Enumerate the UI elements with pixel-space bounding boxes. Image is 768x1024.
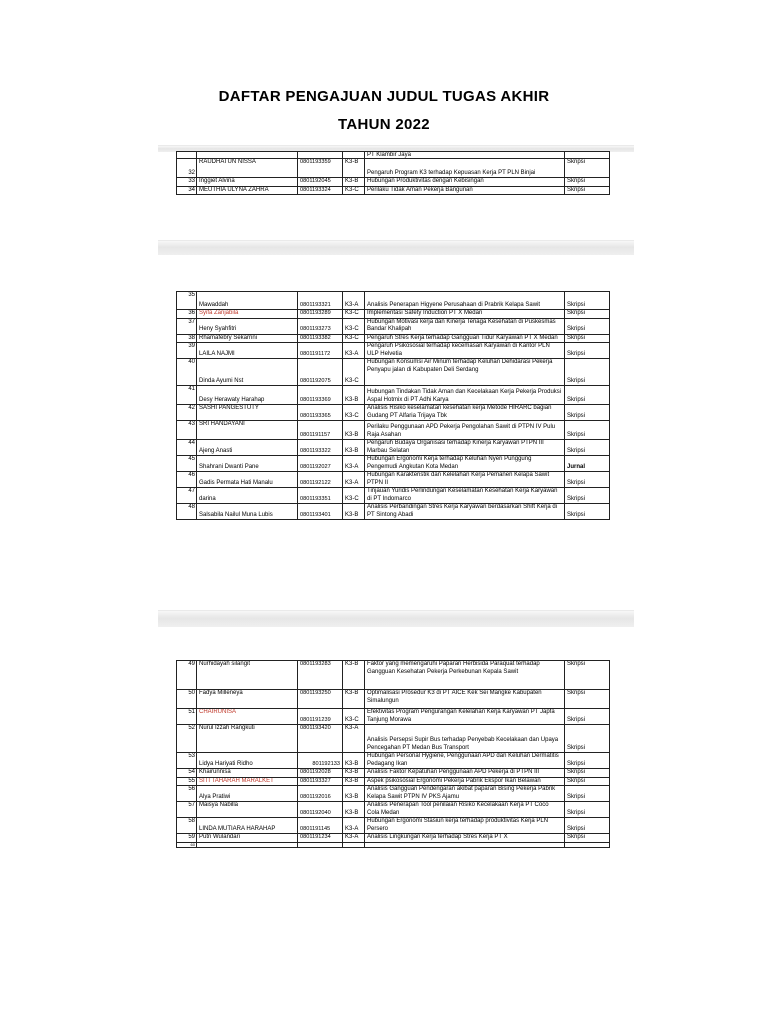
title-cell: Hubungan Tindakan Tidak Aman dan Kecelakaan Kerja Pekerja Produksi Aspal Hotmix di PT Adhi Karya [365, 386, 565, 405]
name-cell: Maisya Nabilla [197, 802, 298, 818]
title-cell: Pengaruh Budaya Organisasi terhadap Kinerja Karyawan PTPN III Marbau Selatan [365, 440, 565, 456]
title-cell: Pengaruh Stres Kerja terhadap Gangguan Tidur Karyawan PT X Medan [365, 334, 565, 343]
class-cell: K3-A [343, 834, 365, 843]
title-cell: PT Klambir Jaya [365, 152, 565, 159]
table-row [177, 769, 610, 778]
class-cell: K3-C [343, 488, 365, 504]
nim-cell: 0801192045 [298, 178, 343, 187]
name-cell [197, 842, 298, 847]
name-cell: SRI HANDAYANI [197, 421, 298, 440]
class-cell: K3-B [343, 661, 365, 690]
title-cell: Optimalisasi Prosedur K3 di PT AICE Kek Sei Mangke Kabupaten Simalungun [365, 690, 565, 709]
type-cell: Skripsi [565, 818, 610, 834]
table-row-continuation [177, 152, 610, 159]
table-row [177, 359, 610, 386]
table-row [177, 690, 610, 709]
class-cell: K3-C [343, 359, 365, 386]
name-cell: Putri Wulandari [197, 834, 298, 843]
type-cell: Skripsi [565, 186, 610, 195]
title-cell: Analisis Faktor Kepatuhan Penggunaan APD Pekerja di PTPN III [365, 769, 565, 778]
number-cell: 38 [177, 334, 197, 343]
table-row [177, 386, 610, 405]
number-cell: 36 [177, 310, 197, 319]
title-cell: Analisis Penerapan Tool penilaian Risiko Kecelakaan Kerja PT Coco Cola Medan [365, 802, 565, 818]
table-row [177, 472, 610, 488]
nim-cell: 0801191145 [298, 818, 343, 834]
title-cell: Faktor yang memengaruhi Paparan Herbisida Paraquat terhadap Gangguan Kesehatan Pekerja Perkebunan Kepala Sawit [365, 661, 565, 690]
number-cell: 50 [177, 690, 197, 709]
page-break [158, 610, 634, 627]
nim-cell: 0801192075 [298, 359, 343, 386]
nim-cell: 0801193322 [298, 440, 343, 456]
table-row [177, 159, 610, 178]
number-cell: 41 [177, 386, 197, 405]
name-cell: SASHI PANGESTUTY [197, 405, 298, 421]
title-cell: Hubungan Ergonomi Stasiun kerja terhadap produktivitas Kerja PLN Persero [365, 818, 565, 834]
number-cell: 49 [177, 661, 197, 690]
table-row [177, 786, 610, 802]
nim-cell: 0801193321 [298, 292, 343, 310]
name-cell: LINDA MUTIARA HARAHAP [197, 818, 298, 834]
name-cell: RAUDHATUN NISSA [197, 159, 298, 178]
type-cell: Skripsi [565, 159, 610, 178]
number-cell: 37 [177, 318, 197, 334]
table-row [177, 725, 610, 753]
table-row [177, 310, 610, 319]
type-cell: Skripsi [565, 786, 610, 802]
class-cell: K3-B [343, 421, 365, 440]
table-row [177, 709, 610, 725]
title-cell: Hubungan Produktivitas dengan Kebisingan [365, 178, 565, 187]
table-row [177, 753, 610, 769]
type-cell: Skripsi [565, 472, 610, 488]
type-cell: Skripsi [565, 661, 610, 690]
number-cell: 54 [177, 769, 197, 778]
title-cell: Perilaku Tidak Aman Pekerja Bangunan [365, 186, 565, 195]
nim-cell: 0801193324 [298, 186, 343, 195]
number-cell: 43 [177, 421, 197, 440]
table-row [177, 178, 610, 187]
number-cell: 55 [177, 777, 197, 786]
class-cell: K3-A [343, 818, 365, 834]
name-cell: Nurul Izzah Rangkuti [197, 725, 298, 753]
type-cell: Skripsi [565, 440, 610, 456]
table-row [177, 292, 610, 310]
table-row [177, 456, 610, 472]
title-cell: Efektivitas Program Pengurangan Kelelahan Kerja Karyawan PT Japfa Tanjung Morawa [365, 709, 565, 725]
type-cell: Skripsi [565, 802, 610, 818]
table-row [177, 842, 610, 847]
table-row [177, 504, 610, 520]
submission-table-2 [176, 291, 610, 520]
class-cell: K3-B [343, 753, 365, 769]
type-cell [565, 842, 610, 847]
class-cell: K3-B [343, 690, 365, 709]
class-cell: K3-A [343, 472, 365, 488]
class-cell: K3-B [343, 440, 365, 456]
name-cell: Heny Syahfitri [197, 318, 298, 334]
type-cell: Skripsi [565, 359, 610, 386]
nim-cell: 0801193327 [298, 777, 343, 786]
name-cell: Mawaddah [197, 292, 298, 310]
title-cell: Hubungan Konsumsi Air Minum terhadap Keluhan Dehidarasi Pekerja Penyapu jalan di Kabupaten Deli Serdang [365, 359, 565, 386]
submission-table-3 [176, 660, 610, 848]
nim-cell: 0801192027 [298, 456, 343, 472]
type-cell: Skripsi [565, 769, 610, 778]
name-cell: MEUTHIA ULYNA ZAHRA [197, 186, 298, 195]
class-cell [343, 842, 365, 847]
number-cell: 57 [177, 802, 197, 818]
title-cell: Perilaku Penggunaan APD Pekerja Pengolahan Sawit di PTPN IV Pulu Raja Asahan [365, 421, 565, 440]
type-cell: Skripsi [565, 343, 610, 359]
number-cell: 32 [177, 159, 197, 178]
title-cell: Analisis Penerapan Higyene Perusahaan di Prabrik Kelapa Sawit [365, 292, 565, 310]
nim-cell: 0801193250 [298, 690, 343, 709]
title-cell: Hubungan Karakteristik dan Kelelahan Kerja Pemanen Kelapa Sawit PTPN II [365, 472, 565, 488]
document-title: DAFTAR PENGAJUAN JUDUL TUGAS AKHIR [218, 88, 550, 105]
type-cell: Skripsi [565, 834, 610, 843]
name-cell: Inggiet Alvina [197, 178, 298, 187]
table-row [177, 405, 610, 421]
number-cell: 44 [177, 440, 197, 456]
type-cell: Skripsi [565, 318, 610, 334]
table-row [177, 186, 610, 195]
nim-cell: 0801191157 [298, 421, 343, 440]
nim-cell: 0801193365 [298, 405, 343, 421]
class-cell: K3-B [343, 769, 365, 778]
class-cell: K3-B [343, 777, 365, 786]
name-cell: Salsabila Nailul Muna Lubis [197, 504, 298, 520]
table-row [177, 488, 610, 504]
title-cell: Analisis Persepsi Supir Bus terhadap Penyebab Kecelakaan dan Upaya Pencegahan PT Medan Bus Transport [365, 725, 565, 753]
type-cell: Skripsi [565, 178, 610, 187]
class-cell: K3-C [343, 318, 365, 334]
title-cell: Analisis Perbandingan Stres Kerja Karyawan berdasarkan Shift Kerja di PT Sintong Abadi [365, 504, 565, 520]
number-cell: 45 [177, 456, 197, 472]
class-cell: K3-B [343, 386, 365, 405]
title-cell: Analisis Lingkungan Kerja terhadap Stres Kerja PT X [365, 834, 565, 843]
name-cell: Dinda Ayumi Nst [197, 359, 298, 386]
name-cell: LAILA NAJMI [197, 343, 298, 359]
name-cell: Rhamafebry Sekarrini [197, 334, 298, 343]
page-break [158, 240, 634, 255]
name-cell: Fadya Milleneya [197, 690, 298, 709]
number-cell: 48 [177, 504, 197, 520]
class-cell: K3-A [343, 343, 365, 359]
number-cell: 58 [177, 818, 197, 834]
class-cell: K3-B [343, 178, 365, 187]
title-cell: Pengaruh Program K3 terhadap Kepuasan Kerja PT PLN Binjai [365, 159, 565, 178]
type-cell: Skripsi [565, 488, 610, 504]
type-cell: Skripsi [565, 690, 610, 709]
nim-cell: 0801193351 [298, 488, 343, 504]
nim-cell: 0801191234 [298, 834, 343, 843]
table-row [177, 777, 610, 786]
name-cell: Khairunnisa [197, 769, 298, 778]
nim-cell: 0801193283 [298, 661, 343, 690]
name-cell: Desy Herawaty Harahap [197, 386, 298, 405]
title-cell: Pengaruh Psikososial terhadap kecemasan Karyawan di Kantor PLN ULP Helvetia [365, 343, 565, 359]
type-cell: Skripsi [565, 777, 610, 786]
class-cell: K3-C [343, 405, 365, 421]
type-cell: Skripsi [565, 421, 610, 440]
name-cell: Alya Pratiwi [197, 786, 298, 802]
number-cell: 42 [177, 405, 197, 421]
type-cell: Skripsi [565, 310, 610, 319]
type-cell: Skripsi [565, 753, 610, 769]
nim-cell: 0801191172 [298, 343, 343, 359]
name-cell: Gadis Permata Hati Manalu [197, 472, 298, 488]
title-cell: Implementasi Safety Induction PT X Medan [365, 310, 565, 319]
table-row [177, 318, 610, 334]
class-cell: K3-A [343, 292, 365, 310]
class-cell: K3-B [343, 159, 365, 178]
name-cell: SITI TAHARAH MARALKET [197, 777, 298, 786]
number-cell: 35 [177, 292, 197, 310]
table-row [177, 818, 610, 834]
name-cell: CHAIRUNISA [197, 709, 298, 725]
class-cell: K3-C [343, 310, 365, 319]
submission-table-1 [176, 151, 610, 195]
number-cell: 56 [177, 786, 197, 802]
nim-cell: 0801193359 [298, 159, 343, 178]
name-cell: Syifa Zanjabila [197, 310, 298, 319]
title-cell: Analisis Risiko keselamatan kesehatan kerja Metode HIRARC bagian Gudang PT Alfaria Trijaya Tbk [365, 405, 565, 421]
name-cell: Lidya Hariyati Ridho [197, 753, 298, 769]
title-cell: Hubungan Motivasi kerja dan Kinerja Tenaga Kesehatan di Puskesmas Bandar Khalipah [365, 318, 565, 334]
nim-cell: 0801193401 [298, 504, 343, 520]
nim-cell: 0801192016 [298, 786, 343, 802]
nim-cell: 0801193289 [298, 310, 343, 319]
title-cell: Aspek psikososial Ergonomi Pekerja Pabrik Ekspor Ikan Belawan [365, 777, 565, 786]
number-cell: 52 [177, 725, 197, 753]
table-row [177, 343, 610, 359]
class-cell: K3-C [343, 709, 365, 725]
type-cell: Skripsi [565, 725, 610, 753]
class-cell: K3-C [343, 334, 365, 343]
class-cell: K3-C [343, 186, 365, 195]
nim-cell: 0801192040 [298, 802, 343, 818]
nim-cell: 0801193382 [298, 334, 343, 343]
class-cell: K3-A [343, 725, 365, 753]
type-cell: Skripsi [565, 386, 610, 405]
number-cell: 46 [177, 472, 197, 488]
class-cell: K3-B [343, 802, 365, 818]
title-cell: Hubungan Personal Hygiene, Penggunaan APD dan Keluhan Dermatitis Pedagang Ikan [365, 753, 565, 769]
nim-cell: 0801191239 [298, 709, 343, 725]
type-cell: Jurnal [565, 456, 610, 472]
title-cell [365, 842, 565, 847]
number-cell: 59 [177, 834, 197, 843]
document-year: TAHUN 2022 [338, 116, 430, 133]
number-cell: 39 [177, 343, 197, 359]
nim-cell: 0801193420 [298, 725, 343, 753]
nim-cell: 0801193369 [298, 386, 343, 405]
nim-cell: 801192133 [298, 753, 343, 769]
title-cell: Hubungan Ergonomi Kerja terhadap Keluhan Nyeri Punggung Pengemudi Angkutan Kota Medan [365, 456, 565, 472]
number-cell: 47 [177, 488, 197, 504]
number-cell: 60 [177, 842, 197, 847]
type-cell: Skripsi [565, 709, 610, 725]
type-cell: Skripsi [565, 405, 610, 421]
nim-cell: 0801192122 [298, 472, 343, 488]
class-cell: K3-A [343, 456, 365, 472]
number-cell: 51 [177, 709, 197, 725]
name-cell: darina [197, 488, 298, 504]
type-cell: Skripsi [565, 334, 610, 343]
name-cell: Shahrani Dwanti Pane [197, 456, 298, 472]
table-row [177, 802, 610, 818]
table-row [177, 661, 610, 690]
nim-cell: 0801192028 [298, 769, 343, 778]
table-row [177, 440, 610, 456]
nim-cell [298, 842, 343, 847]
title-cell: Analisis Gangguan Pendengaran akibat paparan Bising Pekerja Pabrik Kelapa Sawit PTPN IV PKS Ajamu [365, 786, 565, 802]
table-row [177, 834, 610, 843]
number-cell: 34 [177, 186, 197, 195]
class-cell: K3-B [343, 786, 365, 802]
table-row [177, 421, 610, 440]
number-cell: 53 [177, 753, 197, 769]
nim-cell: 0801193273 [298, 318, 343, 334]
type-cell: Skripsi [565, 504, 610, 520]
number-cell: 40 [177, 359, 197, 386]
name-cell: Nurhidayah silangit [197, 661, 298, 690]
number-cell: 33 [177, 178, 197, 187]
class-cell: K3-B [343, 504, 365, 520]
table-row [177, 334, 610, 343]
name-cell: Ajeng Anasti [197, 440, 298, 456]
type-cell: Skripsi [565, 292, 610, 310]
title-cell: Tinjauan Yuridis Perlindungan Keselamatan Kesehatan Kerja Karyawan di PT Indomarco [365, 488, 565, 504]
